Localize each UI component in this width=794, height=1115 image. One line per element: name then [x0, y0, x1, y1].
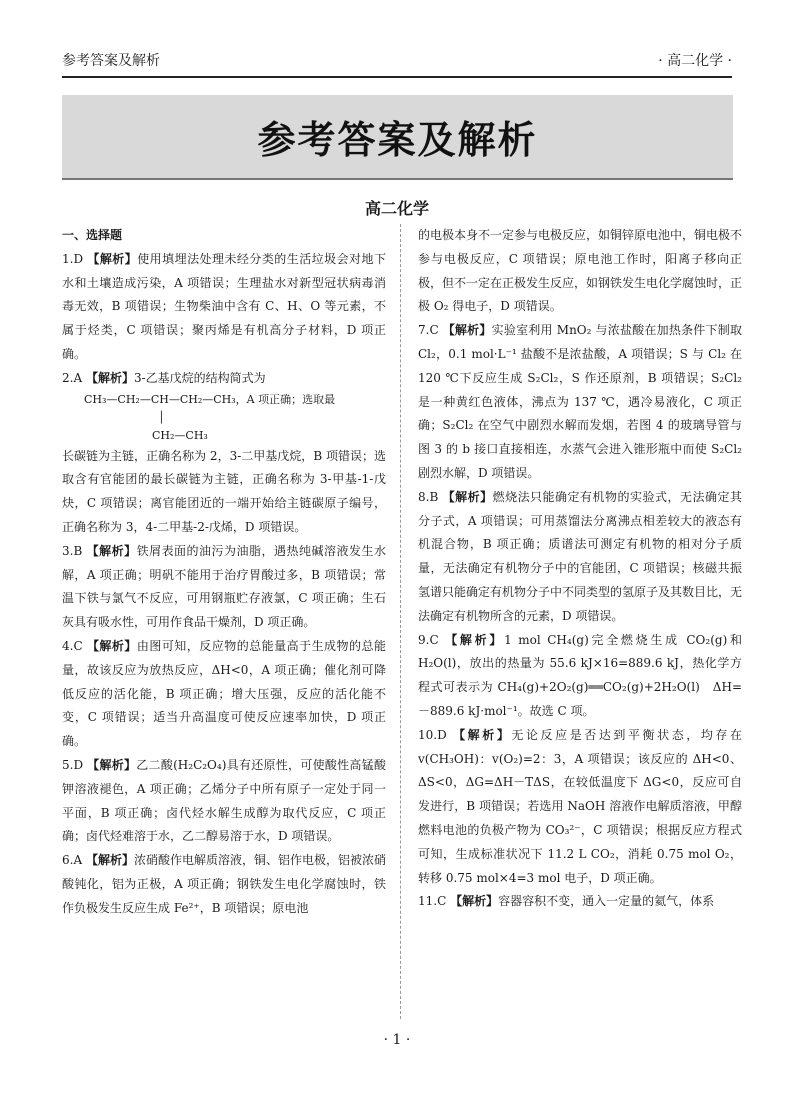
header-right: · 高二化学 · — [658, 53, 732, 69]
item-text: 浓硝酸作电解质溶液，铜、铝作电极，铝被浓硝酸钝化，铝为正极，A 项正确；钢铁发生电化学腐蚀时，铁作负极发生反应生成 Fe²⁺，B 项错误；原电池 — [62, 853, 386, 915]
right-column — [418, 224, 742, 914]
subject-title: 高二化学 — [364, 199, 429, 218]
answer-item-4 — [62, 635, 386, 754]
formula-line: CH₃—CH₂—CH—CH₂—CH₃，A 项正确；选取最 — [84, 392, 336, 406]
analysis-tag: 【解析】 — [442, 489, 493, 504]
title-banner — [62, 95, 733, 180]
item-text: 由图可知，反应物的总能量高于生成物的总能量，故该反应为放热反应，ΔH<0，A 项正确；催化剂可降低反应的活化能，B 项正确；增大压强，反应的活化能不变，C 项错误；适当升高温度可使反应速率加快，D 项正确。 — [62, 638, 386, 749]
column-divider — [400, 224, 401, 1019]
item-text: 铁屑表面的油污为油脂，遇热纯碱溶液发生水解，A 项正确；明矾不能用于治疗胃酸过多，B 项错误；常温下铁与氯气不反应，可用钢瓶贮存液氯，C 项正确；生石灰具有吸水性，可用作食品干燥剂，D 项正确。 — [62, 543, 386, 630]
answer-item-6 — [62, 849, 386, 920]
item-number: 6.A — [62, 853, 83, 868]
item-text: 容器容积不变，通入一定量的氦气，体系 — [498, 894, 715, 909]
answer-item-3 — [62, 540, 386, 635]
item-number: 11.C — [418, 894, 447, 909]
analysis-tag: 【解析】 — [87, 757, 137, 772]
analysis-tag: 【解析】 — [86, 638, 137, 653]
analysis-tag: 【解析】 — [450, 894, 499, 909]
analysis-tag: 【解析】 — [86, 543, 137, 558]
analysis-tag: 【解析】 — [85, 370, 134, 385]
item-text: 无论反应是否达到平衡状态，均存在 v(CH₃OH)：v(O₂)=2：3，A 项错误；该反应的 ΔH<0、ΔS<0，ΔG=ΔH－TΔS，在较低温度下 ΔG<0，反应可自发进行，B 项错误；若选用 NaOH 溶液作电解质溶液，甲醇燃料电池的负极产物为 CO₃²⁻，C 项错误；根据反应方程式可知，生成标准状况下 11.2 L CO₂，消耗 0.75 mol O₂，转移 0.75 mol×4=3 mol 电子，D 项正确。 — [418, 727, 742, 885]
answer-item-7 — [418, 319, 742, 486]
item-number: 4.C — [62, 638, 83, 653]
analysis-tag: 【解析】 — [442, 323, 492, 338]
analysis-tag: 【解析】 — [87, 251, 138, 266]
page-number: · 1 · — [383, 1032, 411, 1048]
item-number: 7.C — [418, 323, 439, 338]
analysis-tag: 【解析】 — [445, 632, 505, 647]
analysis-tag: 【解析】 — [85, 853, 134, 868]
item-number: 5.D — [62, 757, 84, 772]
running-header — [62, 44, 732, 78]
answer-item-2 — [62, 367, 386, 391]
item-number: 9.C — [418, 632, 439, 647]
formula-branch: CH₂—CH₃ — [152, 428, 208, 442]
item-text: 1 mol CH₄(g)完全燃烧生成 CO₂(g)和 H₂O(l)，放出的热量为 55.6 kJ×16=889.6 kJ，热化学方程式可表示为 CH₄(g)+2O₂(g)══CO₂(g)+2H₂O(l) ΔH=－889.6 kJ·mol⁻¹。故选 C 项。 — [418, 632, 742, 718]
item-text: 燃烧法只能确定有机物的实验式，无法确定其分子式，A 项错误；可用蒸馏法分离沸点相差较大的液态有机混合物，B 项正确；质谱法可测定有机物的相对分子质量，无法确定有机物分子中的官能团，C 项错误；核磁共振氢谱只能确定有机物分子中不同类型的氢原子及其数目比，无法确定有机物所含的元素，D 项错误。 — [418, 489, 743, 623]
item-number: 10.D — [418, 727, 447, 742]
answer-item-2-cont: 长碳链为主链，正确名称为 2，3-二甲基戊烷，B 项错误；选取含有官能团的最长碳链为主链，正确名称为 3-甲基-1-戊炔，C 项错误；离官能团近的一端开始给主链碳原子编号，正确名称为 3，4-二甲基-2-戊烯，D 项错误。 — [62, 448, 386, 534]
answer-item-6-cont: 的电极本身不一定参与电极反应，如铜锌原电池中，铜电极不参与电极反应，C 项错误；原电池工作时，阳离子移向正极，但不一定在正极发生反应，如钢铁发生电化学腐蚀时，正极 O₂ 得电子，D 项错误。 — [418, 228, 743, 314]
item-number: 8.B — [418, 489, 439, 504]
item-number: 3.B — [62, 543, 83, 558]
item-text: 3-乙基戊烷的结构简式为 — [133, 370, 266, 385]
item-number: 2.A — [62, 370, 83, 385]
answer-item-1 — [62, 248, 386, 367]
formula-bond: │ — [158, 410, 165, 424]
item-text: 使用填埋法处理未经分类的生活垃圾会对地下水和土壤造成污染，A 项错误；生理盐水对新型冠状病毒消毒无效，B 项错误；生物柴油中含有 C、H、O 等元素，不属于烃类，C 项错误；聚丙烯是有机高分子材料，D 项正确。 — [62, 251, 386, 361]
item-text: 实验室利用 MnO₂ 与浓盐酸在加热条件下制取 Cl₂，0.1 mol·L⁻¹ 盐酸不是浓盐酸，A 项错误；S 与 Cl₂ 在 120 ℃下反应生成 S₂Cl₂，S 作还原剂，B 项错误；S₂Cl₂ 是一种黄红色液体，沸点为 137 ℃，遇冷易液化，C 项正确；S₂Cl₂ 在空气中剧烈水解而发烟，若图 4 的玻璃导管与图 3 的 b 接口直接相连，水蒸气会进入锥形瓶中而使 S₂Cl₂ 剧烈水解，D 项错误。 — [418, 323, 742, 480]
answer-item-8 — [418, 486, 742, 629]
section-heading: 一、选择题 — [62, 228, 123, 242]
answer-item-10 — [418, 724, 742, 891]
answer-item-5 — [62, 754, 386, 849]
page-title: 参考答案及解析 — [257, 118, 538, 162]
structural-formula — [62, 391, 386, 445]
answer-item-11 — [418, 890, 742, 914]
analysis-tag: 【解析】 — [453, 727, 512, 742]
item-text: 乙二酸(H₂C₂O₄)具有还原性，可使酸性高锰酸钾溶液褪色，A 项正确；乙烯分子中所有原子一定处于同一平面，B 项正确；卤代烃水解生成醇为取代反应，C 项正确；卤代烃难溶于水，乙二醇易溶于水，D 项错误。 — [62, 757, 386, 844]
item-number: 1.D — [62, 251, 84, 266]
header-left: 参考答案及解析 — [62, 53, 160, 69]
answer-item-9 — [418, 629, 742, 724]
left-column — [62, 224, 386, 921]
